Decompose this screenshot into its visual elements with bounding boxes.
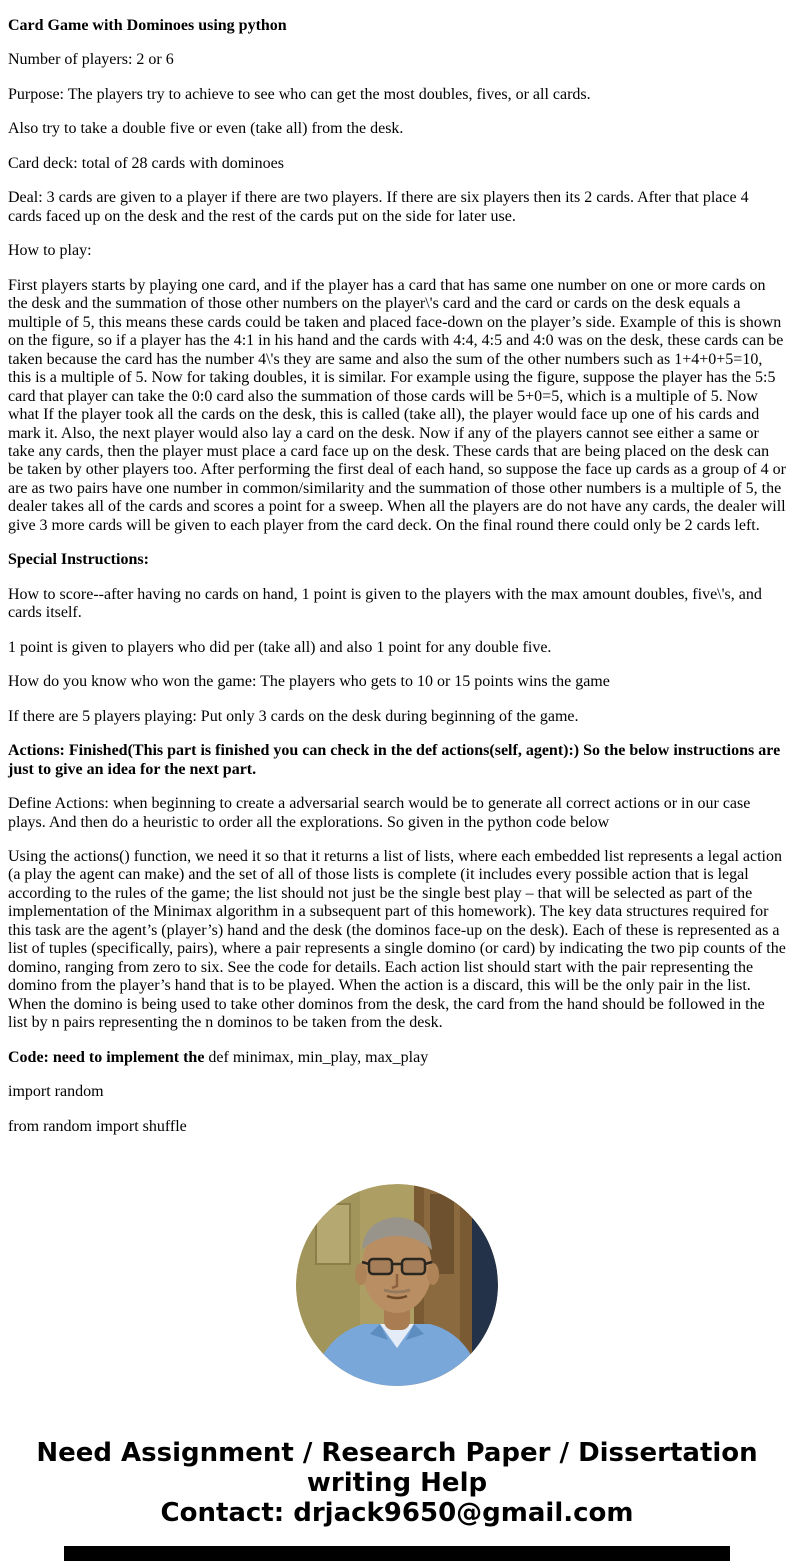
footer-contact-email: Contact: drjack9650@gmail.com <box>160 1498 634 1529</box>
tutor-photo <box>296 1184 498 1386</box>
photo-dark-edge <box>472 1184 498 1386</box>
paragraph: import random <box>8 1083 104 1101</box>
paragraph: How to play: <box>8 242 92 260</box>
paragraph: If there are 5 players playing: Put only 3 cards on the desk during beginning of the game. <box>8 707 579 725</box>
tutor-avatar <box>296 1184 498 1386</box>
assignment-text <box>8 17 786 1136</box>
footer-banner <box>8 1438 786 1528</box>
paragraph: How do you know who won the game: The players who gets to 10 or 15 points wins the game <box>8 673 610 691</box>
photo-glasses-left <box>369 1259 392 1274</box>
paragraph: Deal: 3 cards are given to a player if there are two players. If there are six players then its 2 cards. After that place 4 cards faced up on the desk and the rest of the cards put on the side for later use. <box>8 189 749 225</box>
paragraph: Card Game with Dominoes using python <box>8 17 287 34</box>
paragraph: 1 point is given to players who did per (take all) and also 1 point for any double five. <box>8 638 552 656</box>
footer-line-2: writing Help <box>306 1468 488 1499</box>
paragraph: First players starts by playing one card, and if the player has a card that has same one number on one or more cards on the desk and the summation of those other numbers on the player\'s card and the card or cards on the desk equals a multiple of 5, this means these cards could be taken and placed face-down on the player’s side. Example of this is shown on the figure, so if a player has the 4:1 in his hand and the cards with 4:4, 4:5 and 4:0 was on the desk, these cards can be taken because the card has the number 4\'s they are same and also the sum of the other numbers such as 1+4+0+5=10, this is a multiple of 5. Now for taking doubles, it is similar. For example using the figure, suppose the player has the 5:5 card that player can take the 0:0 card also the summation of those cards will be 5+0=5, which is a multiple of 5. Now what If the player took all the cards on the desk, this is called (take all), the player would face up one of his cards and mark it. Also, the next player would also lay a card on the desk. Now if any of the players cannot see either a same or take any cards, then the player must place a card face up on the desk. These cards that are being placed on the desk can be taken by other players too. After performing the first deal of each hand, so suppose the face up cards as a group of 4 or are as two pairs have one number in common/similarity and the summation of those other numbers is a multiple of 5, the dealer takes all of the cards and scores a point for a sweep. When all the players are do not have any cards, the dealer will give 3 more cards will be given to each player from the card deck. On the final round there could only be 2 cards left. <box>8 276 786 534</box>
paragraph: How to score--after having no cards on hand, 1 point is given to the players with the max amount doubles, five\'s, and cards itself. <box>8 585 762 622</box>
paragraph: Purpose: The players try to achieve to see who can get the most doubles, fives, or all cards. <box>8 85 591 103</box>
paragraph: Also try to take a double five or even (take all) from the desk. <box>8 120 404 138</box>
paragraph: Code: need to implement the def minimax, min_play, max_play <box>8 1048 429 1066</box>
bottom-black-bar <box>64 1546 730 1561</box>
photo-glasses-right <box>402 1259 425 1274</box>
paragraph: Number of players: 2 or 6 <box>8 51 174 69</box>
paragraph: Using the actions() function, we need it so that it returns a list of lists, where each embedded list represents a legal action (a play the agent can make) and the set of all of those lists is complete (it includes every possible action that is legal according to the rules of the game; the list should not just be the single best play – that will be selected as part of the implementation of the Minimax algorithm in a subsequent part of this homework). The key data structures required for this task are the agent’s (player’s) hand and the desk (the dominos face-up on the desk). Each of these is represented as a list of tuples (specifically, pairs), where a pair represents a single domino (or card) by indicating the two pip counts of the domino, ranging from zero to six. See the code for details. Each action list should start with the pair representing the domino from the player’s hand that is to be played. When the action is a discard, this will be the only pair in the list. When the domino is being used to take other dominos from the desk, the card from the hand should be followed in the list by n pairs representing the n dominos to be taken from the desk. <box>8 848 786 1032</box>
paragraph: Card deck: total of 28 cards with dominoes <box>8 154 284 172</box>
paragraph: Special Instructions: <box>8 551 149 569</box>
footer-line-1: Need Assignment / Research Paper / Dissertation <box>36 1438 758 1469</box>
paragraph: Actions: Finished(This part is finished you can check in the def actions(self, agent):) So the below instructions are just to give an idea for the next part. <box>8 742 781 778</box>
paragraph: Define Actions: when beginning to create a adversarial search would be to generate all correct actions or in our case plays. And then do a heuristic to order all the explorations. So given in the python code below <box>8 795 751 831</box>
paragraph: from random import shuffle <box>8 1117 187 1135</box>
